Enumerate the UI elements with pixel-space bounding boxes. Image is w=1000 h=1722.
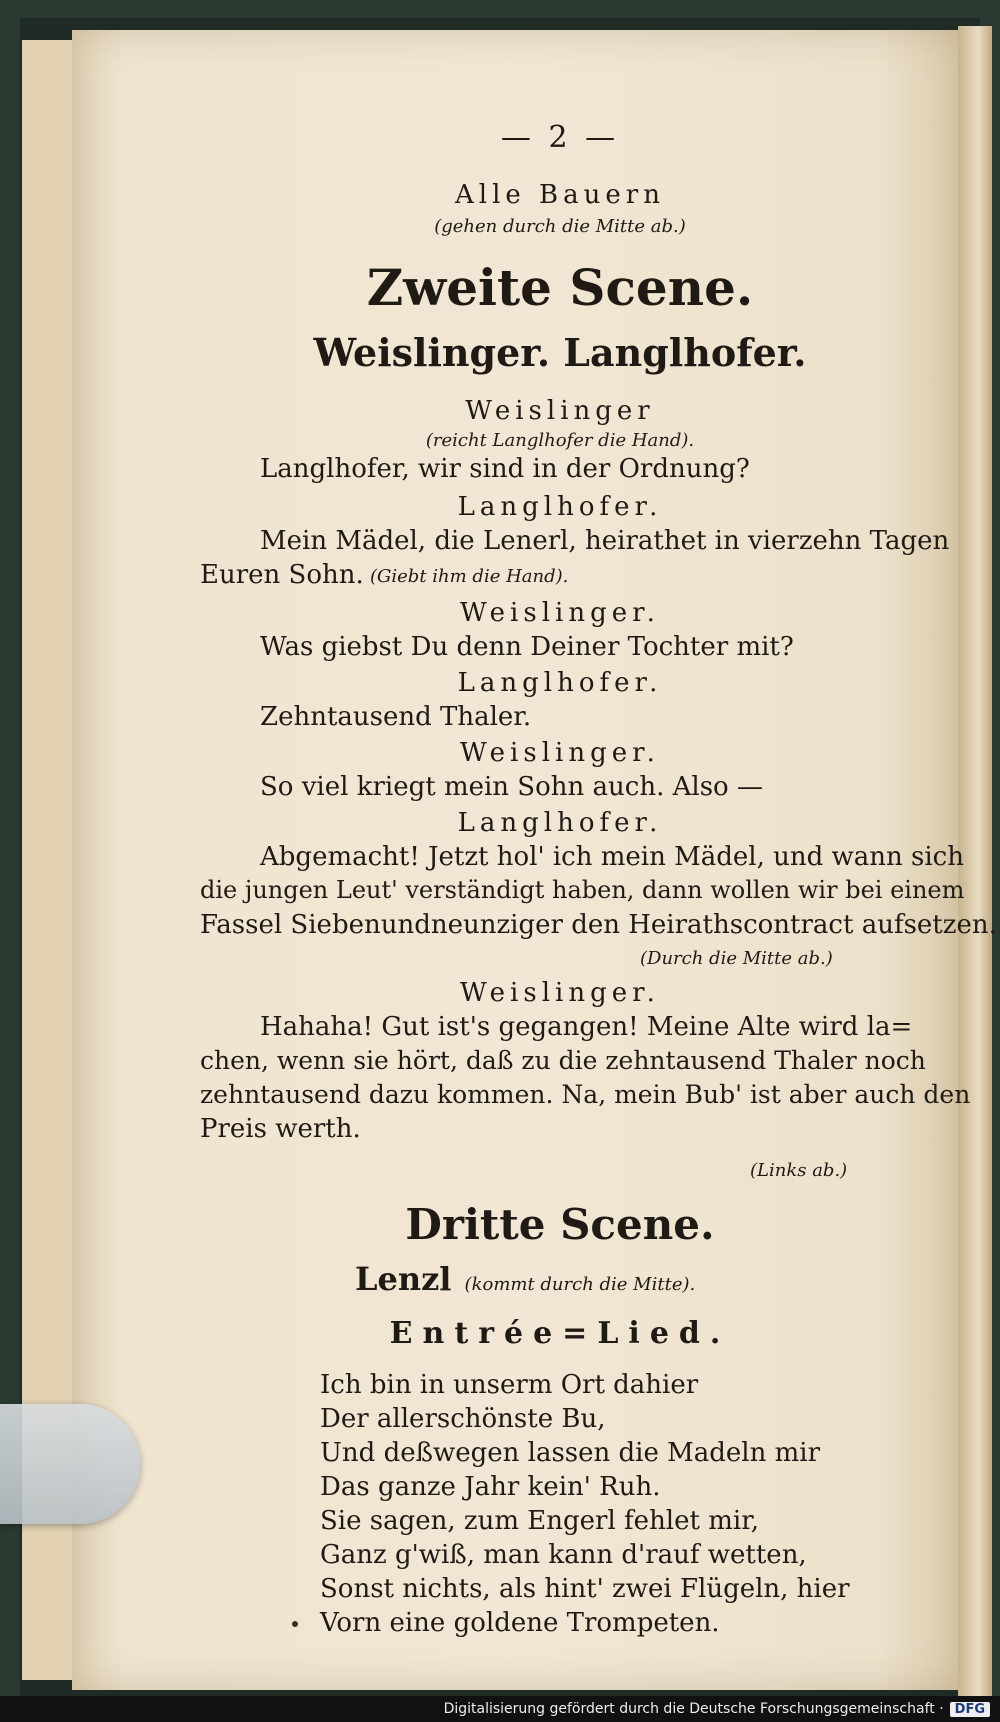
- scanner-thumb-clip: [0, 1404, 140, 1524]
- dialogue-line: So viel kriegt mein Sohn auch. Also —: [260, 772, 763, 802]
- dialogue-line: die jungen Leut' verständigt haben, dann wollen wir bei einem: [200, 876, 965, 904]
- speaker-name: Weislinger: [465, 396, 655, 426]
- verse-line: Ich bin in unserm Ort dahier: [320, 1370, 699, 1400]
- stage-direction: (Giebt ihm die Hand).: [370, 566, 569, 587]
- verse-line: Und deßwegen lassen die Madeln mir: [320, 1438, 821, 1468]
- ink-spot: [292, 1621, 298, 1627]
- digitization-footer: [0, 1696, 1000, 1722]
- stage-direction: (kommt durch die Mitte).: [464, 1274, 696, 1295]
- verse-line: Ganz g'wiß, man kann d'rauf wetten,: [320, 1540, 807, 1570]
- stage-direction: (Links ab.): [750, 1160, 848, 1181]
- page-number: — 2 —: [500, 120, 620, 155]
- dialogue-line: chen, wenn sie hört, daß zu die zehntausend Thaler noch: [200, 1046, 926, 1075]
- dialogue-line: zehntausend dazu kommen. Na, mein Bub' ist aber auch den: [200, 1080, 971, 1109]
- character-name: Lenzl: [355, 1260, 452, 1298]
- dialogue-line: Fassel Siebenundneunziger den Heirathscontract aufsetzen.: [200, 910, 997, 940]
- dialogue-line: Abgemacht! Jetzt hol' ich mein Mädel, und wann sich: [260, 842, 964, 872]
- dialogue-line: Euren Sohn.: [200, 560, 364, 590]
- dialogue-line: Preis werth.: [200, 1114, 361, 1144]
- footer-credit: Digitalisierung gefördert durch die Deutsche Forschungsgemeinschaft ·: [443, 1701, 944, 1717]
- scene-heading: Dritte Scene.: [405, 1200, 715, 1249]
- speaker-name: Weislinger.: [460, 598, 660, 628]
- scene-heading: Zweite Scene.: [366, 258, 754, 317]
- stage-direction: (gehen durch die Mitte ab.): [434, 216, 686, 237]
- dialogue-line: Hahaha! Gut ist's gegangen! Meine Alte wird la=: [260, 1012, 913, 1042]
- dialogue-line: Langlhofer, wir sind in der Ordnung?: [260, 454, 750, 484]
- verse-line: Sie sagen, zum Engerl fehlet mir,: [320, 1506, 760, 1536]
- speaker-name: Langlhofer.: [457, 492, 663, 522]
- speaker-name: Weislinger.: [460, 738, 660, 768]
- dialogue-line: Mein Mädel, die Lenerl, heirathet in vierzehn Tagen: [260, 526, 950, 556]
- verse-line: Das ganze Jahr kein' Ruh.: [320, 1472, 661, 1502]
- song-heading: Entrée=Lied.: [389, 1316, 731, 1351]
- speaker-name: Weislinger.: [460, 978, 660, 1008]
- dialogue-line: Zehntausend Thaler.: [260, 702, 532, 732]
- verse-line: Vorn eine goldene Trompeten.: [320, 1608, 720, 1638]
- scene-cast: Weislinger. Langlhofer.: [313, 330, 807, 375]
- verse-line: Der allerschönste Bu,: [320, 1404, 606, 1434]
- stage-direction: (Durch die Mitte ab.): [640, 948, 833, 969]
- dialogue-line: Was giebst Du denn Deiner Tochter mit?: [260, 632, 794, 662]
- speaker-name: Langlhofer.: [457, 808, 663, 838]
- stage-direction: (reicht Langlhofer die Hand).: [425, 430, 695, 451]
- speaker-alle-bauern: Alle Bauern: [455, 180, 665, 210]
- verse-line: Sonst nichts, als hint' zwei Flügeln, hier: [320, 1574, 850, 1604]
- dfg-logo: DFG: [950, 1702, 990, 1717]
- speaker-name: Langlhofer.: [457, 668, 663, 698]
- scene-cast: [355, 1260, 695, 1298]
